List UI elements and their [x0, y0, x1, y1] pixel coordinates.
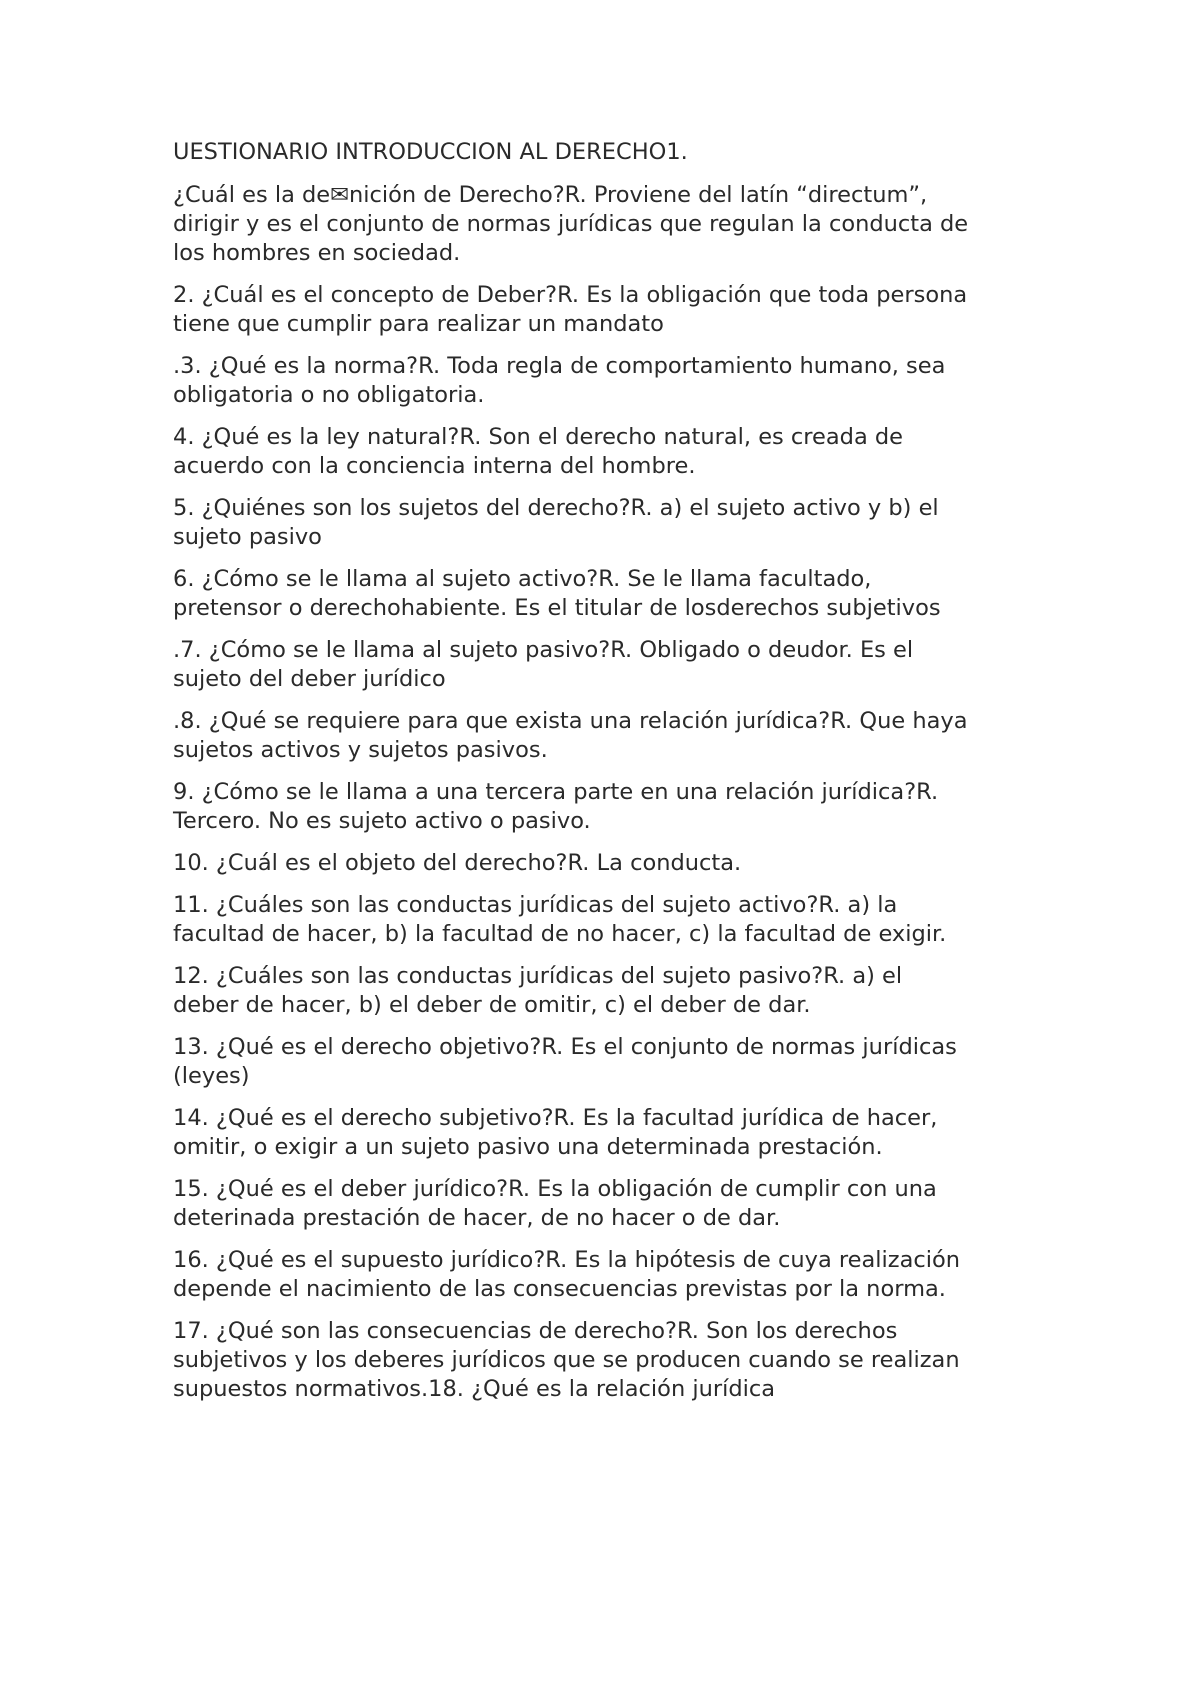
paragraph: 6. ¿Cómo se le llama al sujeto activo?R. Se le llama facultado, pretensor o derechohabiente. Es el titular de losderechos subjetivos [173, 566, 941, 621]
document-title: UESTIONARIO INTRODUCCION AL DERECHO1. [173, 139, 688, 165]
paragraph: 14. ¿Qué es el derecho subjetivo?R. Es la facultad jurídica de hacer, omitir, o exigir a un sujeto pasivo una determinada prestación. [173, 1105, 938, 1160]
paragraph: 15. ¿Qué es el deber jurídico?R. Es la obligación de cumplir con una deterinada prestación de hacer, de no hacer o de dar. [173, 1176, 937, 1231]
paragraph: 17. ¿Qué son las consecuencias de derecho?R. Son los derechos subjetivos y los deberes jurídicos que se producen cuando se realizan supuestos normativos.18. ¿Qué es la relación jurídica [173, 1318, 960, 1402]
paragraph: 9. ¿Cómo se le llama a una tercera parte en una relación jurídica?R. Tercero. No es sujeto activo o pasivo. [173, 779, 939, 834]
paragraph: 5. ¿Quiénes son los sujetos del derecho?R. a) el sujeto activo y b) el sujeto pasivo [173, 495, 939, 550]
paragraph: 11. ¿Cuáles son las conductas jurídicas del sujeto activo?R. a) la facultad de hacer, b) la facultad de no hacer, c) la facultad de exigir. [173, 892, 947, 947]
paragraph: 10. ¿Cuál es el objeto del derecho?R. La conducta. [173, 850, 742, 876]
paragraph: 13. ¿Qué es el derecho objetivo?R. Es el conjunto de normas jurídicas (leyes) [173, 1034, 957, 1089]
paragraph: 16. ¿Qué es el supuesto jurídico?R. Es la hipótesis de cuya realización depende el nacimiento de las consecuencias previstas por la norma. [173, 1247, 961, 1302]
paragraph: .3. ¿Qué es la norma?R. Toda regla de comportamiento humano, sea obligatoria o no obligatoria. [173, 353, 946, 408]
paragraph: .8. ¿Qué se requiere para que exista una relación jurídica?R. Que haya sujetos activos y sujetos pasivos. [173, 708, 968, 763]
document-body [173, 138, 1053, 1417]
paragraph: .7. ¿Cómo se le llama al sujeto pasivo?R. Obligado o deudor. Es el sujeto del deber jurídico [173, 637, 914, 692]
paragraph: 4. ¿Qué es la ley natural?R. Son el derecho natural, es creada de acuerdo con la conciencia interna del hombre. [173, 424, 904, 479]
paragraph: ¿Cuál es la de✉nición de Derecho?R. Proviene del latín “directum”, dirigir y es el conjunto de normas jurídicas que regulan la conducta de los hombres en sociedad. [173, 182, 969, 266]
paragraph: 12. ¿Cuáles son las conductas jurídicas del sujeto pasivo?R. a) el deber de hacer, b) el deber de omitir, c) el deber de dar. [173, 963, 903, 1018]
paragraph: 2. ¿Cuál es el concepto de Deber?R. Es la obligación que toda persona tiene que cumplir para realizar un mandato [173, 282, 968, 337]
